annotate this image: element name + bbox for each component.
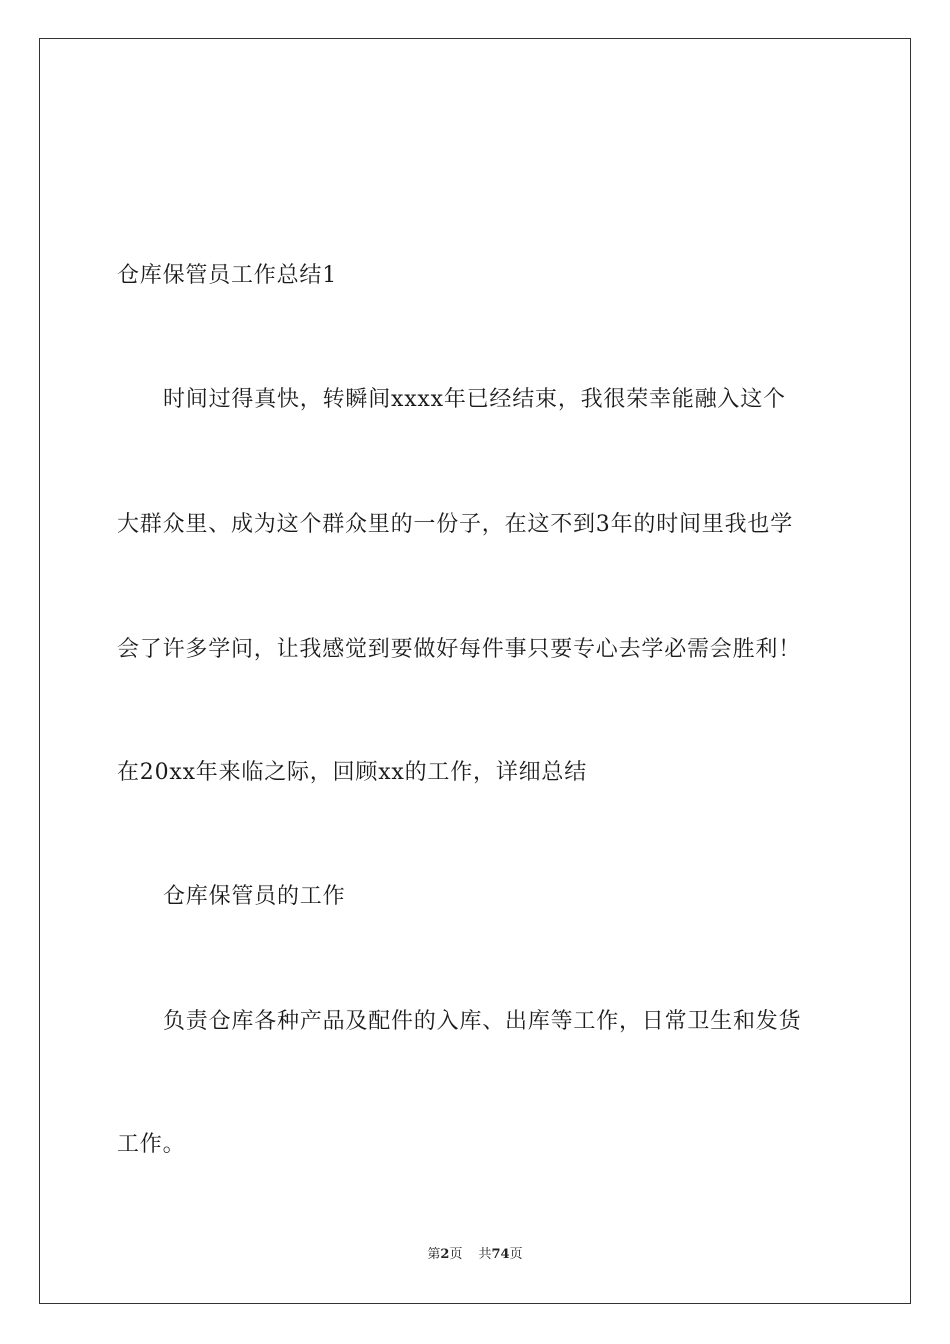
footer-total-prefix: 共	[478, 1247, 492, 1262]
section-subheading: 仓库保管员的工作	[163, 884, 346, 909]
paragraph-1-line-3: 会了许多学问，让我感觉到要做好每件事只要专心去学必需会胜利！	[117, 637, 802, 662]
paragraph-1-line-1: 时间过得真快，转瞬间xxxx年已经结束，我很荣幸能融入这个	[163, 387, 786, 412]
footer-page-number: 2	[440, 1247, 450, 1262]
page-border	[39, 38, 911, 1304]
document-heading: 仓库保管员工作总结1	[117, 263, 337, 288]
footer-total-suffix: 页	[509, 1247, 523, 1262]
footer-page-suffix: 页	[449, 1247, 463, 1262]
page-footer	[0, 1246, 950, 1264]
footer-page-prefix: 第	[427, 1247, 441, 1262]
paragraph-2-line-1: 负责仓库各种产品及配件的入库、出库等工作，日常卫生和发货	[163, 1009, 802, 1034]
footer-total-pages: 74	[491, 1247, 510, 1262]
paragraph-1-line-4: 在20xx年来临之际，回顾xx的工作，详细总结	[117, 760, 588, 785]
paragraph-2-line-2: 工作。	[117, 1132, 186, 1157]
paragraph-1-line-2: 大群众里、成为这个群众里的一份子，在这不到3年的时间里我也学	[117, 512, 793, 537]
